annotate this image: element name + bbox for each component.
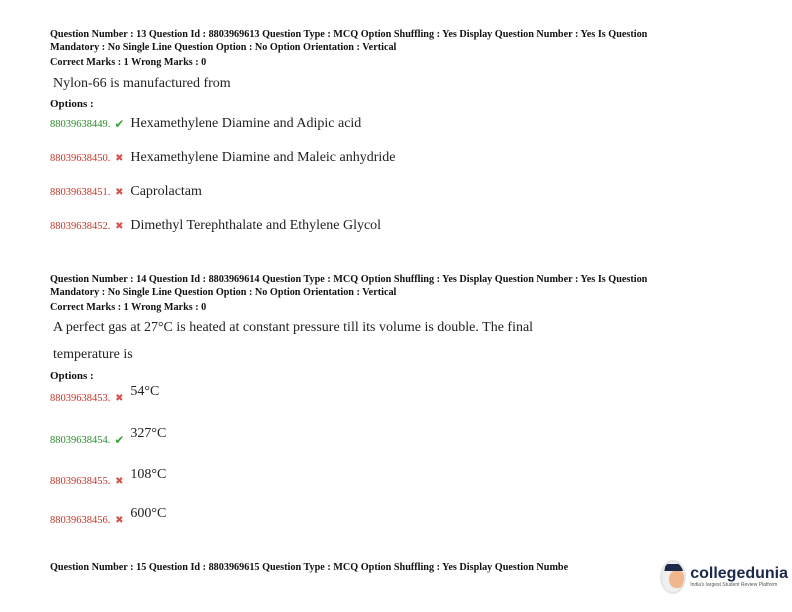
logo-tagline: India's largest Student Review Platform bbox=[690, 582, 778, 588]
option-unit: °C bbox=[151, 467, 167, 482]
option-value bbox=[130, 426, 166, 442]
option-id: 88039638453. bbox=[50, 392, 111, 404]
option-value bbox=[130, 467, 166, 483]
q13-options-label: Options : bbox=[50, 98, 94, 110]
option-unit: °C bbox=[144, 384, 160, 399]
option-id: 88039638451. bbox=[50, 186, 111, 198]
q15-meta-line1: Question Number : 15 Question Id : 8803969615 Question Type : MCQ Option Shuffling : Yes Display Question Numbe bbox=[50, 562, 569, 573]
option-id: 88039638452. bbox=[50, 220, 111, 232]
q14-option-1 bbox=[50, 384, 160, 406]
cross-icon: ✖ bbox=[115, 220, 124, 232]
q13-marks: Correct Marks : 1 Wrong Marks : 0 bbox=[50, 57, 207, 68]
cross-icon: ✖ bbox=[115, 392, 124, 404]
q14-question-text-line2: temperature is bbox=[53, 347, 133, 362]
q14-meta-line2: Mandatory : No Single Line Question Option : No Option Orientation : Vertical bbox=[50, 286, 397, 298]
option-id: 88039638450. bbox=[50, 152, 111, 164]
option-text: Dimethyl Terephthalate and Ethylene Glycol bbox=[130, 218, 382, 233]
q13-option-3 bbox=[50, 184, 202, 200]
cross-icon: ✖ bbox=[115, 514, 124, 526]
q13-option-1 bbox=[50, 116, 361, 132]
q13-meta-line2: Mandatory : No Single Line Question Option : No Option Orientation : Vertical bbox=[50, 41, 397, 53]
option-unit: °C bbox=[151, 506, 167, 521]
cross-icon: ✖ bbox=[115, 475, 124, 487]
q14-option-3 bbox=[50, 467, 167, 489]
cross-icon: ✖ bbox=[115, 186, 124, 198]
q14-option-2 bbox=[50, 426, 167, 448]
q14-meta bbox=[50, 274, 750, 299]
option-unit: °C bbox=[151, 426, 167, 441]
q15-meta bbox=[50, 562, 650, 575]
q14-option-4 bbox=[50, 506, 167, 528]
option-id: 88039638454. bbox=[50, 434, 111, 446]
q14-marks: Correct Marks : 1 Wrong Marks : 0 bbox=[50, 302, 207, 313]
option-number: 108 bbox=[130, 467, 152, 482]
q13-option-4 bbox=[50, 218, 381, 234]
collegedunia-logo bbox=[660, 556, 788, 598]
cross-icon: ✖ bbox=[115, 152, 124, 164]
check-icon: ✔ bbox=[114, 432, 125, 447]
check-icon: ✔ bbox=[114, 116, 125, 131]
option-number: 600 bbox=[130, 506, 152, 521]
q13-option-2 bbox=[50, 150, 396, 166]
q13-question-text: Nylon-66 is manufactured from bbox=[53, 76, 231, 91]
option-number: 54 bbox=[130, 384, 145, 399]
q14-question-text-line1: A perfect gas at 27°C is heated at constant pressure till its volume is double. The final bbox=[53, 320, 534, 335]
option-number: 327 bbox=[130, 426, 152, 441]
option-id: 88039638456. bbox=[50, 514, 111, 526]
q13-meta bbox=[50, 29, 750, 54]
q14-options-label: Options : bbox=[50, 370, 94, 382]
option-text: Hexamethylene Diamine and Maleic anhydride bbox=[130, 150, 396, 165]
option-value bbox=[130, 506, 166, 522]
option-id: 88039638455. bbox=[50, 475, 111, 487]
q14-meta-line1: Question Number : 14 Question Id : 8803969614 Question Type : MCQ Option Shuffling : Yes Display Question Number : Yes Is Question bbox=[50, 274, 648, 285]
logo-name: collegedunia bbox=[690, 565, 788, 582]
q13-meta-line1: Question Number : 13 Question Id : 8803969613 Question Type : MCQ Option Shuffling : Yes Display Question Number : Yes Is Question bbox=[50, 29, 648, 40]
mascot-icon bbox=[660, 560, 686, 594]
option-value bbox=[130, 384, 159, 400]
option-id: 88039638449. bbox=[50, 118, 111, 130]
option-text: Caprolactam bbox=[130, 184, 202, 199]
option-text: Hexamethylene Diamine and Adipic acid bbox=[130, 116, 362, 131]
